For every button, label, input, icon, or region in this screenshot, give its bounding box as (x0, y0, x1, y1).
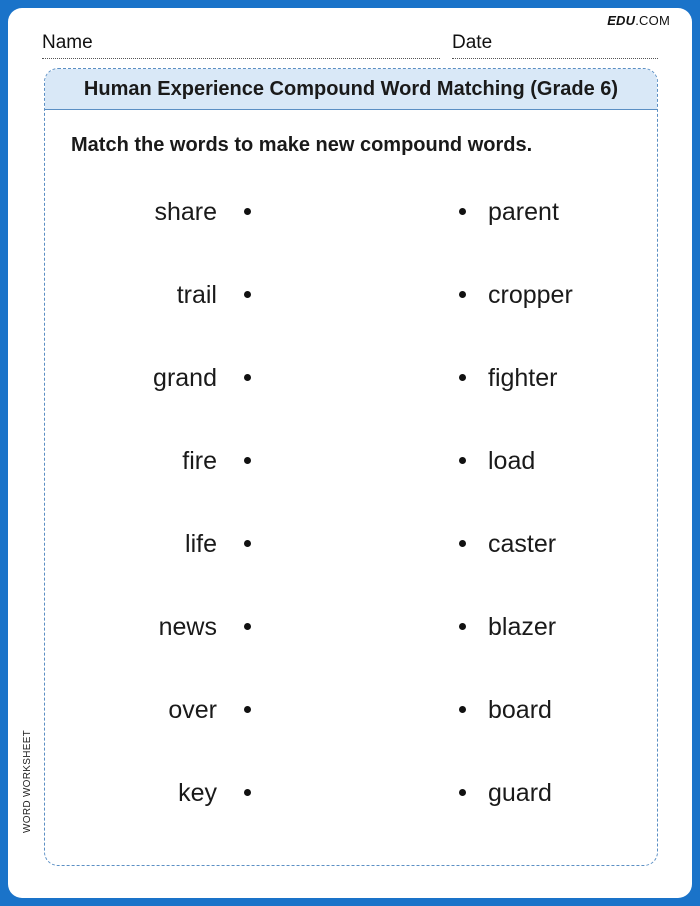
brand-logo (607, 13, 670, 28)
left-match-dot[interactable] (244, 208, 251, 215)
right-word: caster (488, 530, 557, 558)
right-word: board (488, 696, 552, 724)
right-word: load (488, 447, 536, 475)
instruction-text: Match the words to make new compound words. (71, 134, 533, 156)
match-row (45, 192, 657, 232)
left-word: news (158, 613, 217, 641)
left-match-dot[interactable] (244, 540, 251, 547)
worksheet-card (44, 68, 658, 866)
match-row (45, 524, 657, 564)
name-label: Name (42, 32, 93, 53)
right-word: blazer (488, 613, 557, 641)
date-field[interactable] (452, 32, 658, 59)
right-match-dot[interactable] (459, 540, 466, 547)
match-row (45, 773, 657, 813)
right-match-dot[interactable] (459, 374, 466, 381)
right-match-dot[interactable] (459, 457, 466, 464)
left-word: over (168, 696, 217, 724)
name-field[interactable] (42, 32, 440, 59)
right-match-dot[interactable] (459, 208, 466, 215)
match-row (45, 607, 657, 647)
match-row (45, 358, 657, 398)
side-label: WORD WORKSHEET (22, 729, 33, 833)
brand-logo-bold: EDU (607, 13, 636, 28)
right-match-dot[interactable] (459, 623, 466, 630)
left-word: trail (176, 281, 217, 309)
left-word: fire (182, 447, 217, 475)
left-word: life (185, 530, 217, 558)
right-match-dot[interactable] (459, 789, 466, 796)
worksheet-title: Human Experience Compound Word Matching (Grade 6) (45, 69, 657, 110)
right-match-dot[interactable] (459, 706, 466, 713)
right-word: fighter (488, 364, 558, 392)
left-word: key (178, 779, 217, 807)
match-row (45, 441, 657, 481)
worksheet-page (8, 8, 692, 898)
left-match-dot[interactable] (244, 789, 251, 796)
match-row (45, 275, 657, 315)
right-word: guard (488, 779, 552, 807)
right-word: cropper (488, 281, 573, 309)
left-match-dot[interactable] (244, 623, 251, 630)
left-match-dot[interactable] (244, 291, 251, 298)
date-label: Date (452, 32, 493, 53)
right-match-dot[interactable] (459, 291, 466, 298)
left-match-dot[interactable] (244, 457, 251, 464)
left-word: share (154, 198, 217, 226)
brand-logo-suffix: .COM (635, 13, 670, 28)
right-word: parent (488, 198, 559, 226)
match-row (45, 690, 657, 730)
left-match-dot[interactable] (244, 374, 251, 381)
left-word: grand (153, 364, 217, 392)
left-match-dot[interactable] (244, 706, 251, 713)
